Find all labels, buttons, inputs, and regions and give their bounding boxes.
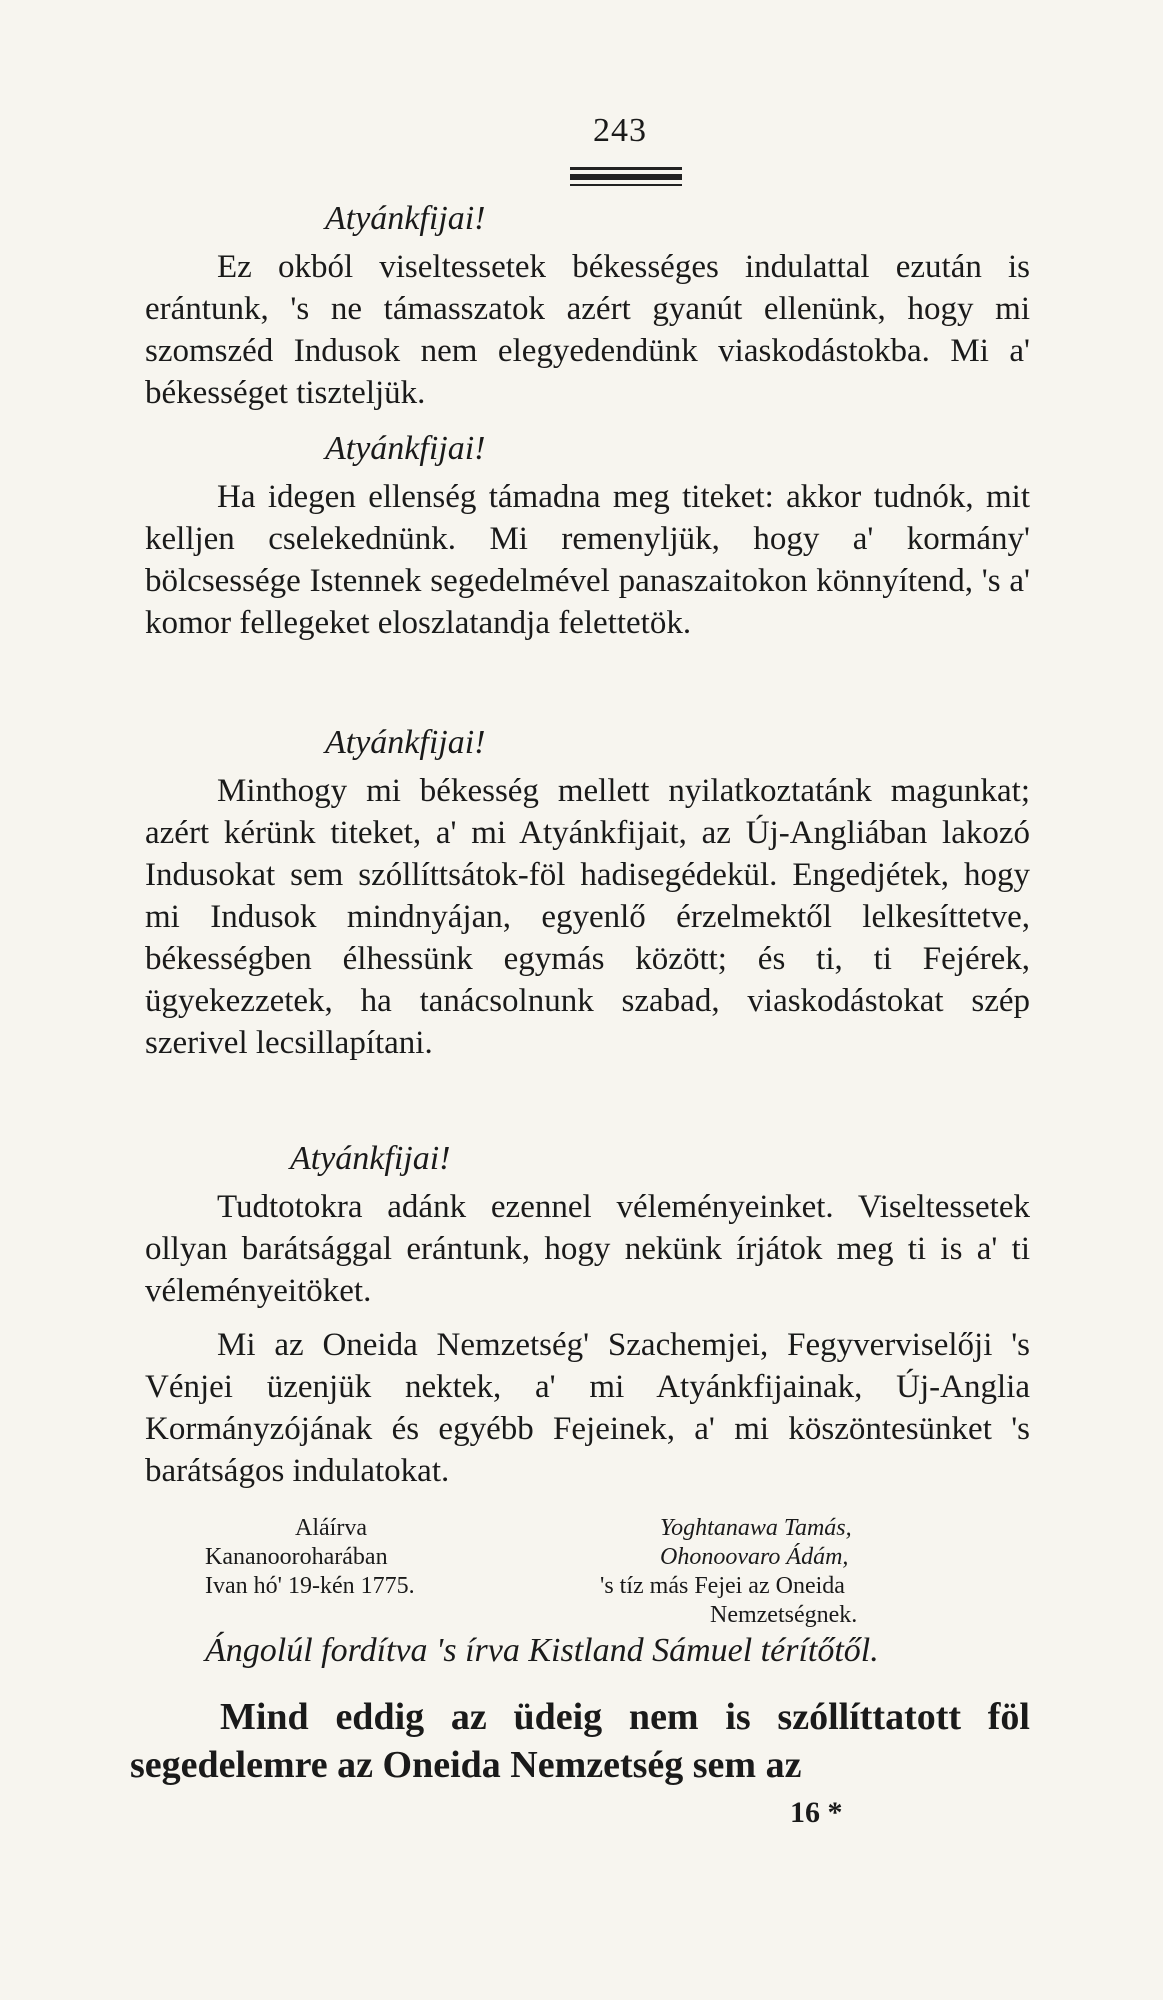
signers-others: 's tíz más Fejei az Oneida	[600, 1573, 845, 1599]
heading-address-2: Atyánkfijai!	[325, 430, 486, 467]
signed-label: Aláírva	[295, 1515, 367, 1541]
header-rule-thin	[570, 184, 682, 186]
header-rule-thick	[570, 174, 682, 180]
paragraph-2: Ha idegen ellenség támadna meg titeket: akkor tudnók, mit kelljen cselekednünk. Mi remenyljük, hogy a' kormány' bölcsessége Istennek segedelmével panaszaitokon könnyítend, 's a' komor fellegeket eloszlatandja felettetök.	[145, 479, 1030, 641]
final-paragraph	[130, 1693, 1030, 1789]
signed-place: Kananooroharában	[205, 1544, 388, 1570]
header-rule	[570, 167, 682, 170]
heading-address-3: Atyánkfijai!	[325, 724, 486, 761]
heading-address-4: Atyánkfijai!	[290, 1140, 451, 1177]
signature-names	[600, 1514, 857, 1630]
paragraph-1: Ez okból viseltessetek békességes indulattal ezután is erántunk, 's ne támasszatok azért gyanút ellenünk, hogy mi szomszéd Indusok nem elegyedendünk viaskodástokba. Mi a' békességet tiszteljük.	[145, 249, 1030, 411]
page-number: 243	[593, 112, 647, 149]
signed-date: Ivan hó' 19-kén 1775.	[205, 1573, 415, 1599]
translator-line: Ángolúl fordítva 's írva Kistland Sámuel térítőtől.	[205, 1632, 879, 1669]
signature-place-date	[205, 1514, 415, 1601]
heading-address-1: Atyánkfijai!	[325, 200, 486, 237]
signer-1: Yoghtanawa Tamás,	[660, 1515, 852, 1541]
sheet-signature-mark: 16 *	[790, 1796, 843, 1829]
final-text: Mind eddig az üdeig nem is szóllíttatott föl segedelemre az Oneida Nemzetség sem az	[130, 1696, 1030, 1786]
signer-2: Ohonoovaro Ádám,	[660, 1544, 849, 1570]
signers-nation: Nemzetségnek.	[710, 1602, 858, 1628]
paragraph-5: Mi az Oneida Nemzetség' Szachemjei, Fegyverviselőji 's Vénjei üzenjük nektek, a' mi Atyánkfijainak, Új-Anglia Kormányzójának és egyébb Fejeinek, a' mi köszöntesünket 's barátságos indulatokat.	[145, 1327, 1030, 1489]
paragraph-3: Minthogy mi békesség mellett nyilatkoztatánk magunkat; azért kérünk titeket, a' mi Atyánkfijait, az Új-Angliában lakozó Indusokat sem szóllíttsátok-föl hadisegédekül. Engedjétek, hogy mi Indusok mindnyájan, egyenlő érzelmektől lelkesíttetve, békességben élhessünk egymás között; és ti, ti Fejérek, ügyekezzetek, ha tanácsolnunk szabad, viaskodástokat szép szerivel lecsillapítani.	[145, 773, 1030, 1061]
paragraph-4: Tudtotokra adánk ezennel véleményeinket. Viseltessetek ollyan barátsággal erántunk, hogy nekünk írjátok meg ti is a' ti véleményeitöket.	[145, 1189, 1030, 1309]
